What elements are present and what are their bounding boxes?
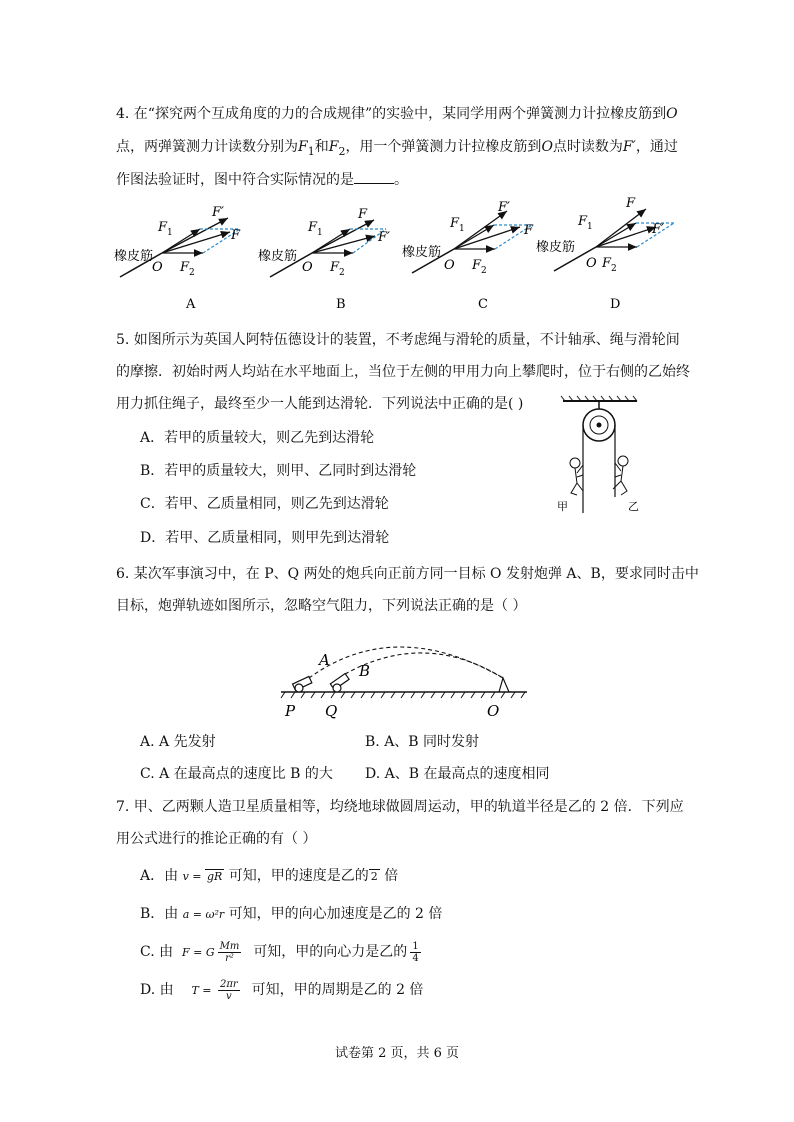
- svg-text:F: F: [578, 214, 588, 229]
- svg-text:1: 1: [459, 224, 465, 234]
- q4-line1: 4. 在“探究两个互成角度的力的合成规律”的实验中，某同学用两个弹簧测力计拉橡皮筋到O: [116, 106, 678, 122]
- svg-text:F′: F′: [652, 222, 664, 237]
- svg-text:A: A: [186, 297, 196, 312]
- diagram-D[interactable]: [536, 196, 674, 312]
- svg-text:O: O: [302, 260, 313, 275]
- q7-option-d[interactable]: D. 由 T = $\frac{2\pi r}{v}$ 可知，甲的周期是乙的 2 倍: [140, 978, 424, 1002]
- svg-text:F′: F′: [498, 200, 510, 215]
- svg-text:橡皮筋: 橡皮筋: [536, 240, 576, 255]
- svg-text:2: 2: [611, 264, 617, 274]
- cannon-Q: [330, 674, 349, 692]
- q4-line2: 点，两弹簧测力计读数分别为$F_1$和$F_2$，用一个弹簧测力计拉橡皮筋到O点时读数为F′，通过: [116, 139, 678, 158]
- svg-text:F: F: [330, 260, 340, 275]
- q5-line1: 5. 如图所示为英国人阿特伍德设计的装置，不考虑绳与滑轮的质量，不计轴承、绳与滑轮间: [116, 332, 680, 348]
- projectile-figure: [275, 638, 535, 728]
- label-O: O: [487, 702, 500, 720]
- svg-text:F: F: [524, 223, 534, 238]
- svg-text:O: O: [586, 256, 597, 271]
- svg-text:F: F: [231, 228, 241, 243]
- q7-option-b[interactable]: B．由 a = ω²r 可知，甲的向心加速度是乙的 2 倍: [140, 906, 443, 922]
- svg-text:橡皮筋: 橡皮筋: [114, 249, 154, 264]
- q7-line1: 7. 甲、乙两颗人造卫星质量相等，均绕地球做圆周运动，甲的轨道半径是乙的 2 倍．下列应: [116, 799, 684, 815]
- svg-text:2: 2: [339, 268, 345, 278]
- q5-option-a[interactable]: A．若甲的质量较大，则乙先到达滑轮: [140, 430, 375, 446]
- label-jia: 甲: [557, 500, 568, 513]
- diagram-B[interactable]: [258, 207, 390, 312]
- svg-text:1: 1: [317, 228, 323, 238]
- svg-text:O: O: [152, 260, 163, 275]
- label-B: B: [359, 662, 371, 680]
- q6-line2: 目标，炮弹轨迹如图所示，忽略空气阻力，下列说法正确的是（ ）: [116, 598, 527, 614]
- diagram-C[interactable]: [402, 200, 534, 312]
- q7-option-c[interactable]: C. 由 F = G $\frac{Mm}{\text{r²}}$ 可知，甲的向心力是乙的 $\frac{1}{4}$: [140, 940, 419, 964]
- svg-text:F: F: [308, 220, 318, 235]
- svg-text:F: F: [180, 260, 190, 275]
- svg-text:1: 1: [167, 228, 173, 238]
- svg-text:O: O: [444, 258, 455, 273]
- q6-option-b[interactable]: B. A、B 同时发射: [365, 734, 480, 750]
- label-A: A: [319, 651, 330, 669]
- svg-text:D: D: [610, 297, 621, 312]
- svg-text:F′: F′: [378, 230, 390, 245]
- svg-text:橡皮筋: 橡皮筋: [258, 249, 298, 264]
- svg-text:B: B: [336, 297, 346, 312]
- diagram-A[interactable]: [114, 205, 241, 312]
- svg-text:1: 1: [587, 222, 593, 232]
- svg-text:2: 2: [481, 266, 487, 276]
- label-yi: 乙: [628, 500, 639, 513]
- q5-option-b[interactable]: B．若甲的质量较大，则甲、乙同时到达滑轮: [140, 463, 417, 479]
- q5-option-d[interactable]: D．若甲、乙质量相同，则甲先到达滑轮: [140, 530, 390, 546]
- q7-option-a[interactable]: A．由 v = gR 可知，甲的速度是乙的 2 倍: [140, 868, 399, 884]
- cannon-P: [293, 676, 312, 692]
- svg-text:橡皮筋: 橡皮筋: [402, 245, 442, 260]
- q4-force-diagrams: [100, 195, 700, 320]
- q5-line2: 的摩擦．初始时两人均站在水平地面上，当位于左侧的甲用力向上攀爬时，位于右侧的乙始终: [116, 364, 690, 380]
- svg-text:F: F: [602, 256, 612, 271]
- q6-option-c[interactable]: C. A 在最高点的速度比 B 的大: [140, 766, 333, 782]
- svg-text:C: C: [478, 297, 488, 312]
- q4-line3: 作图法验证时，图中符合实际情况的是 。: [116, 169, 408, 190]
- q6-line1: 6. 某次军事演习中，在 P、Q 两处的炮兵向正前方同一目标 O 发射炮弹 A、B，要求同时击中: [116, 566, 699, 582]
- q5-option-c[interactable]: C．若甲、乙质量相同，则乙先到达滑轮: [140, 496, 389, 512]
- page-footer: 试卷第 2 页，共 6 页: [334, 1046, 460, 1061]
- label-P: P: [285, 702, 296, 720]
- q6-option-d[interactable]: D. A、B 在最高点的速度相同: [365, 766, 550, 782]
- svg-text:F: F: [472, 258, 482, 273]
- q5-line3: 用力抓住绳子，最终至少一人能到达滑轮．下列说法中正确的是( ): [116, 396, 524, 412]
- answer-blank[interactable]: [354, 169, 394, 184]
- label-F1: F: [158, 220, 168, 235]
- trajectory-A: [309, 647, 503, 678]
- svg-text:F: F: [450, 216, 460, 231]
- target-O: [499, 678, 509, 692]
- atwood-pulley-figure: [555, 395, 645, 525]
- person-jia: [570, 458, 583, 495]
- label-Q: Q: [325, 702, 338, 720]
- svg-text:F: F: [626, 196, 636, 211]
- svg-text:F: F: [358, 207, 368, 222]
- q6-option-a[interactable]: A. A 先发射: [140, 734, 216, 750]
- q7-line2: 用公式进行的推论正确的有（ ）: [116, 831, 317, 847]
- svg-text:2: 2: [189, 268, 195, 278]
- svg-text:F′: F′: [212, 205, 224, 220]
